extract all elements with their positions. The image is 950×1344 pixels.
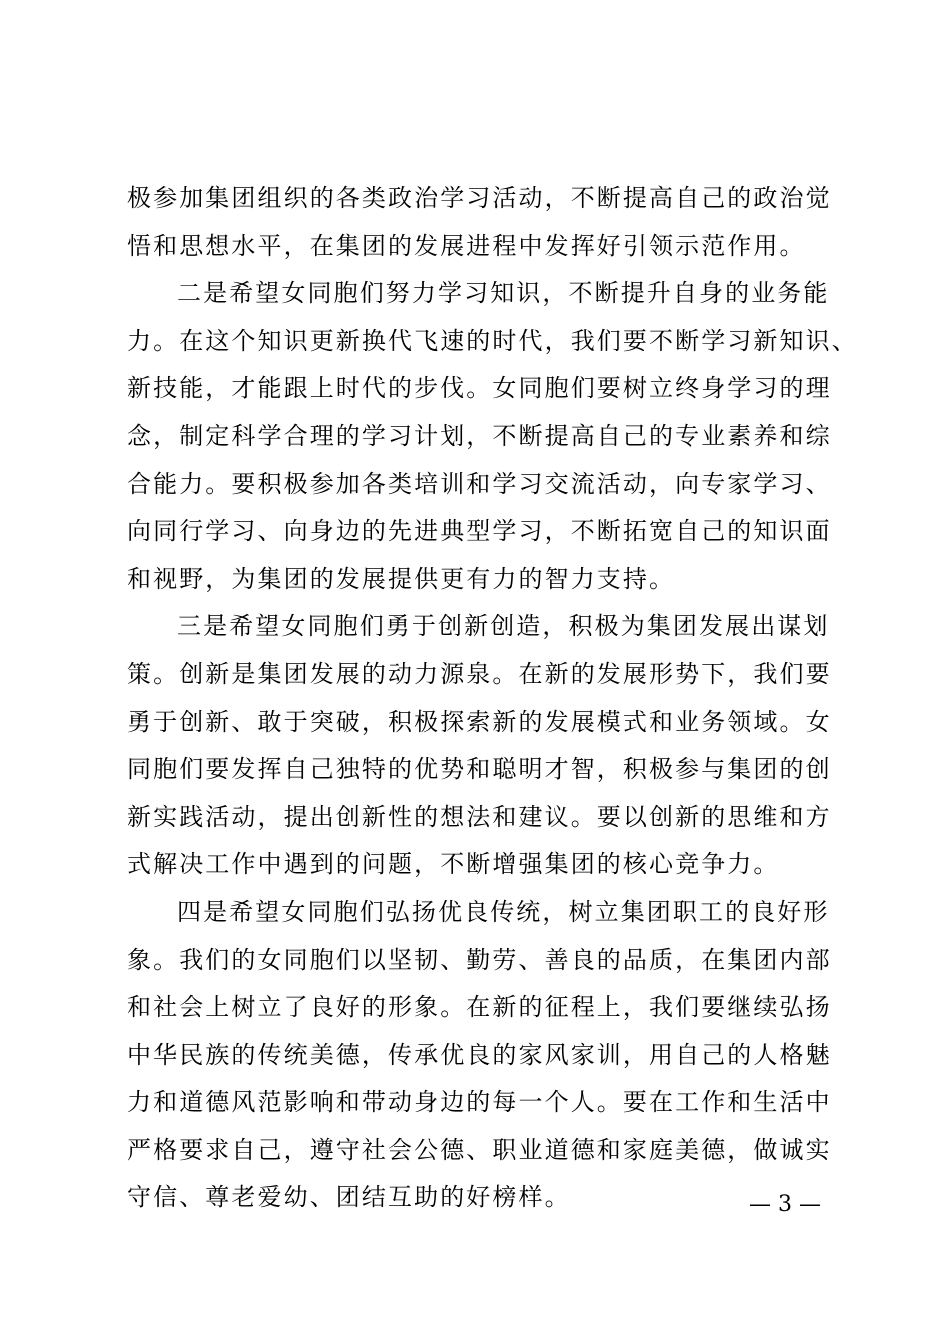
text-line: 象。我们的女同胞们以坚韧、勤劳、善良的品质，在集团内部 [127,945,832,974]
paragraph-start-line: 四是希望女同胞们弘扬优良传统，树立集团职工的良好形 [177,897,830,926]
text-line: 向同行学习、向身边的先进典型学习，不断拓宽自己的知识面 [127,517,832,546]
text-line: 极参加集团组织的各类政治学习活动，不断提高自己的政治觉 [127,184,832,212]
text-line: 严格要求自己，遵守社会公德、职业道德和家庭美德，做诚实 [127,1135,832,1164]
text-line: 悟和思想水平，在集团的发展进程中发挥好引领示范作用。 [127,231,806,260]
text-line: 和视野，为集团的发展提供更有力的智力支持。 [127,564,676,593]
text-line: 式解决工作中遇到的问题，不断增强集团的核心竞争力。 [127,850,780,879]
text-line: 策。创新是集团发展的动力源泉。在新的发展形势下，我们要 [127,659,832,688]
text-line: 新技能，才能跟上时代的步伐。女同胞们要树立终身学习的理 [127,374,832,403]
text-line: 力和道德风范影响和带动身边的每一个人。要在工作和生活中 [127,1088,832,1117]
text-line: 合能力。要积极参加各类培训和学习交流活动，向专家学习、 [127,469,832,498]
paragraph-start-line: 三是希望女同胞们勇于创新创造，积极为集团发展出谋划 [177,612,830,641]
document-body [127,175,858,1222]
page-number: — 3 — [749,1192,821,1217]
text-line: 同胞们要发挥自己独特的优势和聪明才智，积极参与集团的创 [127,755,832,784]
text-line: 守信、尊老爱幼、团结互助的好榜样。 [127,1183,571,1212]
text-line: 勇于创新、敢于突破，积极探索新的发展模式和业务领域。女 [127,707,832,736]
text-line: 力。在这个知识更新换代飞速的时代，我们要不断学习新知识、 [127,326,858,355]
text-line: 和社会上树立了良好的形象。在新的征程上，我们要继续弘扬 [127,993,832,1022]
text-line: 新实践活动，提出创新性的想法和建议。要以创新的思维和方 [127,802,832,831]
paragraph-start-line: 二是希望女同胞们努力学习知识，不断提升自身的业务能 [177,279,830,308]
text-line: 念，制定科学合理的学习计划，不断提高自己的专业素养和综 [127,421,832,450]
text-line: 中华民族的传统美德，传承优良的家风家训，用自己的人格魅 [127,1040,832,1069]
